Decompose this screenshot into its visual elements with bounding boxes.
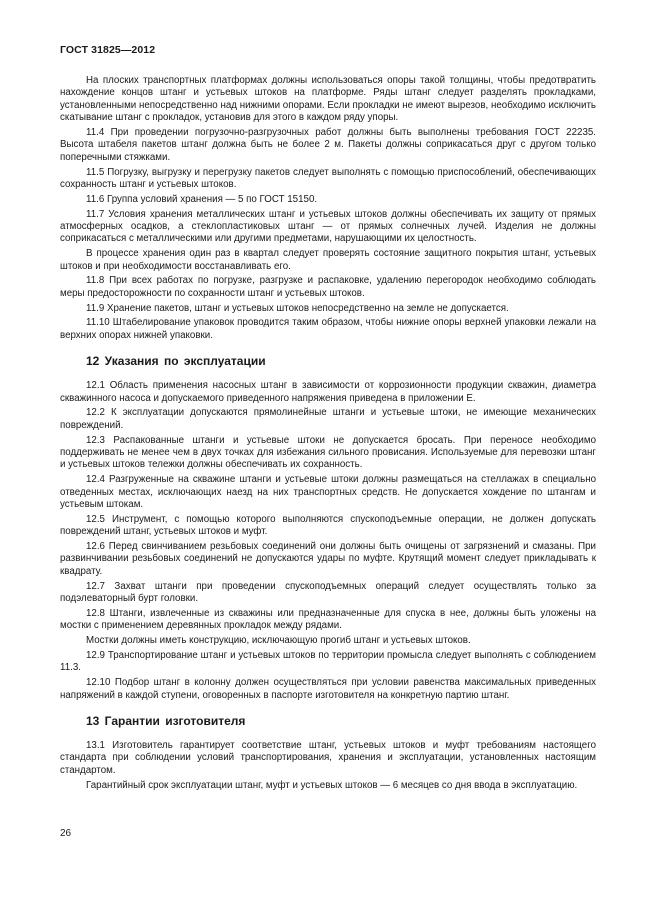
paragraph-12-7: 12.7 Захват штанги при проведении спускоподъемных операций следует осуществлять только за подэлеваторный бурт головки. xyxy=(60,580,596,605)
paragraph-12-9: 12.9 Транспортирование штанг и устьевых штоков по территории промысла следует выполнять с соблюдением 11.3. xyxy=(60,649,596,674)
paragraph-11-5: 11.5 Погрузку, выгрузку и перегрузку пакетов следует выполнять с помощью приспособлений, обеспечивающих сохранность штанг и устьевых штоков. xyxy=(60,166,596,191)
paragraph-11-10: 11.10 Штабелирование упаковок проводится таким образом, чтобы нижние опоры верхней упаковки лежали на верхних опорах нижней упаковки. xyxy=(60,317,596,341)
paragraph-12-2: 12.2 К эксплуатации допускаются прямолинейные штанги и устьевые штоки, не имеющие механических повреждений. xyxy=(60,407,596,431)
document-header: ГОСТ 31825—2012 xyxy=(60,44,156,56)
paragraph-12-5: 12.5 Инструмент, с помощью которого выполняются спускоподъемные операции, не должен допускать повреждений штанг, устьевых штоков и муфт. xyxy=(60,513,596,538)
paragraph-11-3-cont: На плоских транспортных платформах должны использоваться опоры такой толщины, чтобы предотвратить нахождение концов штанг и устьевых штоков на платформе. Ряды штанг следует разделять прокладками, установленными непосредственно над нижними опорами. Если прокладки не имеют вырезов, необходимо исключить скатывание штанг с прокладок, установив для этого в каждом ряду упоры. xyxy=(60,75,596,124)
page-content xyxy=(60,75,596,794)
paragraph-12-3: 12.3 Распакованные штанги и устьевые штоки не допускается бросать. При переносе необходимо поддерживать не менее чем в двух точках для избежания сильного провисания. Используемые для перевозки штанг и устьевых штоков тележки должны обеспечивать их сохранность. xyxy=(60,434,596,471)
paragraph-11-7-cont: В процессе хранения один раз в квартал следует проверять состояние защитного покрытия штанг, устьевых штоков и при необходимости восстанавливать его. xyxy=(60,248,596,272)
paragraph-12-8-cont: Мостки должны иметь конструкцию, исключающую прогиб штанг и устьевых штоков. xyxy=(86,635,471,647)
paragraph-13-1: 13.1 Изготовитель гарантирует соответствие штанг, устьевых штоков и муфт требованиям настоящего стандарта при соблюдении условий транспортирования, хранения и эксплуатации, установленных настоящим стандартом. xyxy=(60,739,596,776)
paragraph-12-10: 12.10 Подбор штанг в колонну должен осуществляться при условии равенства максимальных приведенных напряжений в каждой ступени, оговоренных в паспорте изготовителя на конкретную партию штанг. xyxy=(60,677,596,701)
paragraph-12-1: 12.1 Область применения насосных штанг в зависимости от коррозионности продукции скважин, диаметра скважинного насоса и допускаемого приведенного напряжения приведена в приложении Е. xyxy=(60,380,596,404)
paragraph-13-warranty: Гарантийный срок эксплуатации штанг, муфт и устьевых штоков — 6 месяцев со дня ввода в эксплуатацию. xyxy=(86,779,578,791)
paragraph-12-8: 12.8 Штанги, извлеченные из скважины или предназначенные для спуска в нее, должны быть уложены на мостки с применением деревянных прокладок между рядами. xyxy=(60,607,596,632)
section-heading-13: 13 Гарантии изготовителя xyxy=(86,713,246,728)
paragraph-12-6: 12.6 Перед свинчиванием резьбовых соединений они должны быть очищены от загрязнений и смазаны. При развинчивании резьбовых соединений не допускаются удары по муфте. Крутящий момент следует прикладывать к квадрату. xyxy=(60,541,596,577)
paragraph-11-7: 11.7 Условия хранения металлических штанг и устьевых штоков должны обеспечивать их защиту от прямых атмосферных осадков, а стеклопластиковых штанг — от прямых солнечных лучей. Изделия не должны соприкасаться с металлическими или другими предметами, нарушающими их целостность. xyxy=(60,208,596,245)
page-number: 26 xyxy=(60,828,72,839)
paragraph-11-9: 11.9 Хранение пакетов, штанг и устьевых штоков непосредственно на земле не допускается. xyxy=(86,302,509,314)
section-heading-12: 12 Указания по эксплуатации xyxy=(86,354,266,369)
paragraph-11-8: 11.8 При всех работах по погрузке, разгрузке и распаковке, удалению перегородок необходимо соблюдать меры предосторожности по сохранности штанг и устьевых штоков. xyxy=(60,275,596,299)
paragraph-11-4: 11.4 При проведении погрузочно-разгрузочных работ должны быть выполнены требования ГОСТ 22235. Высота штабеля пакетов штанг должна быть не более 2 м. Пакеты должны соприкасаться друг с другом только поперечными стяжками. xyxy=(60,127,596,163)
paragraph-12-4: 12.4 Разгруженные на скважине штанги и устьевые штоки должны размещаться на стеллажах в специально отведенных местах, исключающих наезд на них транспортных средств. Не допускается хождение по штангам и устьевым штокам. xyxy=(60,474,596,511)
paragraph-11-6: 11.6 Группа условий хранения — 5 по ГОСТ 15150. xyxy=(86,193,318,205)
